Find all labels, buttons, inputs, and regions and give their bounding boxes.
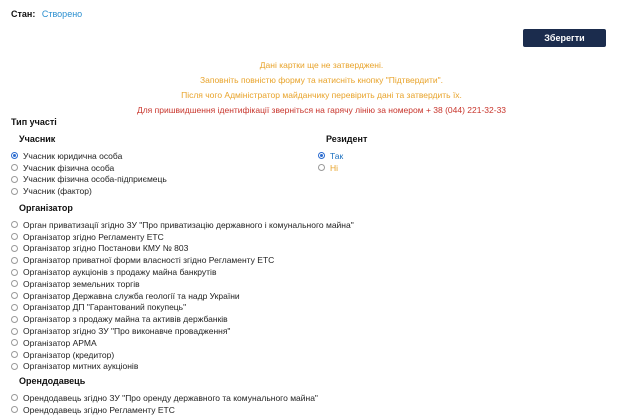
radio-option[interactable] [11, 278, 354, 290]
radio-option[interactable] [11, 243, 354, 255]
radio-unchecked-icon[interactable] [11, 233, 18, 240]
radio-option-label: Організатор (кредитор) [23, 349, 115, 360]
radio-option-label: Орган приватизації згідно ЗУ "Про приватизацію державного і комунального майна" [23, 219, 354, 230]
radio-option[interactable] [11, 185, 167, 197]
radio-option[interactable] [11, 231, 354, 243]
radio-unchecked-icon[interactable] [11, 394, 18, 401]
radio-option[interactable] [11, 219, 354, 231]
resident-radio-group [318, 150, 343, 174]
radio-unchecked-icon[interactable] [318, 164, 325, 171]
approval-notice [0, 58, 643, 118]
radio-option-label: Учасник (фактор) [23, 186, 92, 197]
radio-option-label: Організатор Державна служба геології та надр України [23, 290, 240, 301]
radio-unchecked-icon[interactable] [11, 280, 18, 287]
radio-option-label: Організатор земельних торгів [23, 278, 140, 289]
radio-unchecked-icon[interactable] [11, 304, 18, 311]
radio-option-label: Організатор АРМА [23, 337, 97, 348]
radio-option[interactable] [11, 290, 354, 302]
status-label: Стан: [11, 9, 36, 19]
radio-option[interactable] [11, 174, 167, 186]
radio-option[interactable] [11, 404, 318, 416]
notice-hotline: Для пришвидшення ідентифікації зверніться на гарячу лінію за номером + 38 (044) 221-32-33 [136, 105, 507, 115]
radio-option[interactable] [11, 150, 167, 162]
radio-option-label: Організатор згідно ЗУ "Про виконавче провадження" [23, 326, 231, 337]
radio-option-label: Так [330, 150, 344, 161]
radio-option-label: Організатор згідно Постанови КМУ № 803 [23, 243, 189, 254]
radio-checked-icon[interactable] [318, 152, 325, 159]
participant-radio-group [11, 150, 167, 197]
status-value: Створено [41, 9, 83, 19]
participation-type-title: Тип участі [11, 117, 57, 127]
radio-unchecked-icon[interactable] [11, 316, 18, 323]
radio-unchecked-icon[interactable] [11, 363, 18, 370]
radio-unchecked-icon[interactable] [11, 164, 18, 171]
radio-checked-icon[interactable] [11, 152, 18, 159]
radio-option[interactable] [11, 162, 167, 174]
radio-option[interactable] [318, 150, 343, 162]
radio-option-label: Організатор митних аукціонів [23, 361, 139, 372]
lessor-radio-group [11, 392, 318, 416]
radio-option-label: Учасник юридична особа [23, 150, 123, 161]
notice-line-2: Заповніть повністю форму та натисніть кнопку "Підтвердити". [199, 75, 443, 85]
radio-option-label: Організатор аукціонів з продажу майна банкрутів [23, 267, 217, 278]
lessor-title: Орендодавець [19, 376, 86, 386]
notice-line-3: Після чого Адміністратор майданчику перевірить дані та затвердить їх. [181, 90, 462, 100]
participant-title: Учасник [19, 134, 56, 144]
radio-option-label: Організатор ДП "Гарантований покупець" [23, 302, 187, 313]
resident-title: Резидент [326, 134, 368, 144]
radio-option-label: Організатор приватної форми власності згідно Регламенту ЕТС [23, 255, 275, 266]
radio-unchecked-icon[interactable] [11, 221, 18, 228]
notice-line-1: Дані картки ще не затверджені. [259, 60, 384, 70]
radio-option[interactable] [11, 349, 354, 361]
radio-option[interactable] [11, 361, 354, 373]
radio-option[interactable] [11, 254, 354, 266]
radio-unchecked-icon[interactable] [11, 257, 18, 264]
radio-option[interactable] [11, 313, 354, 325]
radio-option-label: Організатор з продажу майна та активів держбанків [23, 314, 228, 325]
radio-option[interactable] [11, 266, 354, 278]
radio-option[interactable] [11, 337, 354, 349]
status-line [11, 9, 82, 19]
organizer-radio-group [11, 219, 354, 372]
radio-unchecked-icon[interactable] [11, 406, 18, 413]
radio-option-label: Орендодавець згідно ЗУ "Про оренду державного та комунального майна" [23, 392, 318, 403]
radio-option-label: Організатор згідно Регламенту ЕТС [23, 231, 164, 242]
radio-option[interactable] [11, 325, 354, 337]
radio-option-label: Орендодавець згідно Регламенту ЕТС [23, 404, 175, 415]
organizer-title: Організатор [19, 203, 73, 213]
radio-unchecked-icon[interactable] [11, 176, 18, 183]
radio-option[interactable] [11, 302, 354, 314]
radio-unchecked-icon[interactable] [11, 245, 18, 252]
radio-unchecked-icon[interactable] [11, 351, 18, 358]
radio-option[interactable] [318, 162, 343, 174]
save-button[interactable]: Зберегти [523, 29, 606, 47]
radio-unchecked-icon[interactable] [11, 292, 18, 299]
radio-option[interactable] [11, 392, 318, 404]
radio-option-label: Ні [330, 162, 339, 173]
radio-unchecked-icon[interactable] [11, 328, 18, 335]
radio-option-label: Учасник фізична особа [23, 162, 115, 173]
radio-unchecked-icon[interactable] [11, 269, 18, 276]
radio-option-label: Учасник фізична особа-підприємець [23, 174, 167, 185]
radio-unchecked-icon[interactable] [11, 188, 18, 195]
radio-unchecked-icon[interactable] [11, 339, 18, 346]
